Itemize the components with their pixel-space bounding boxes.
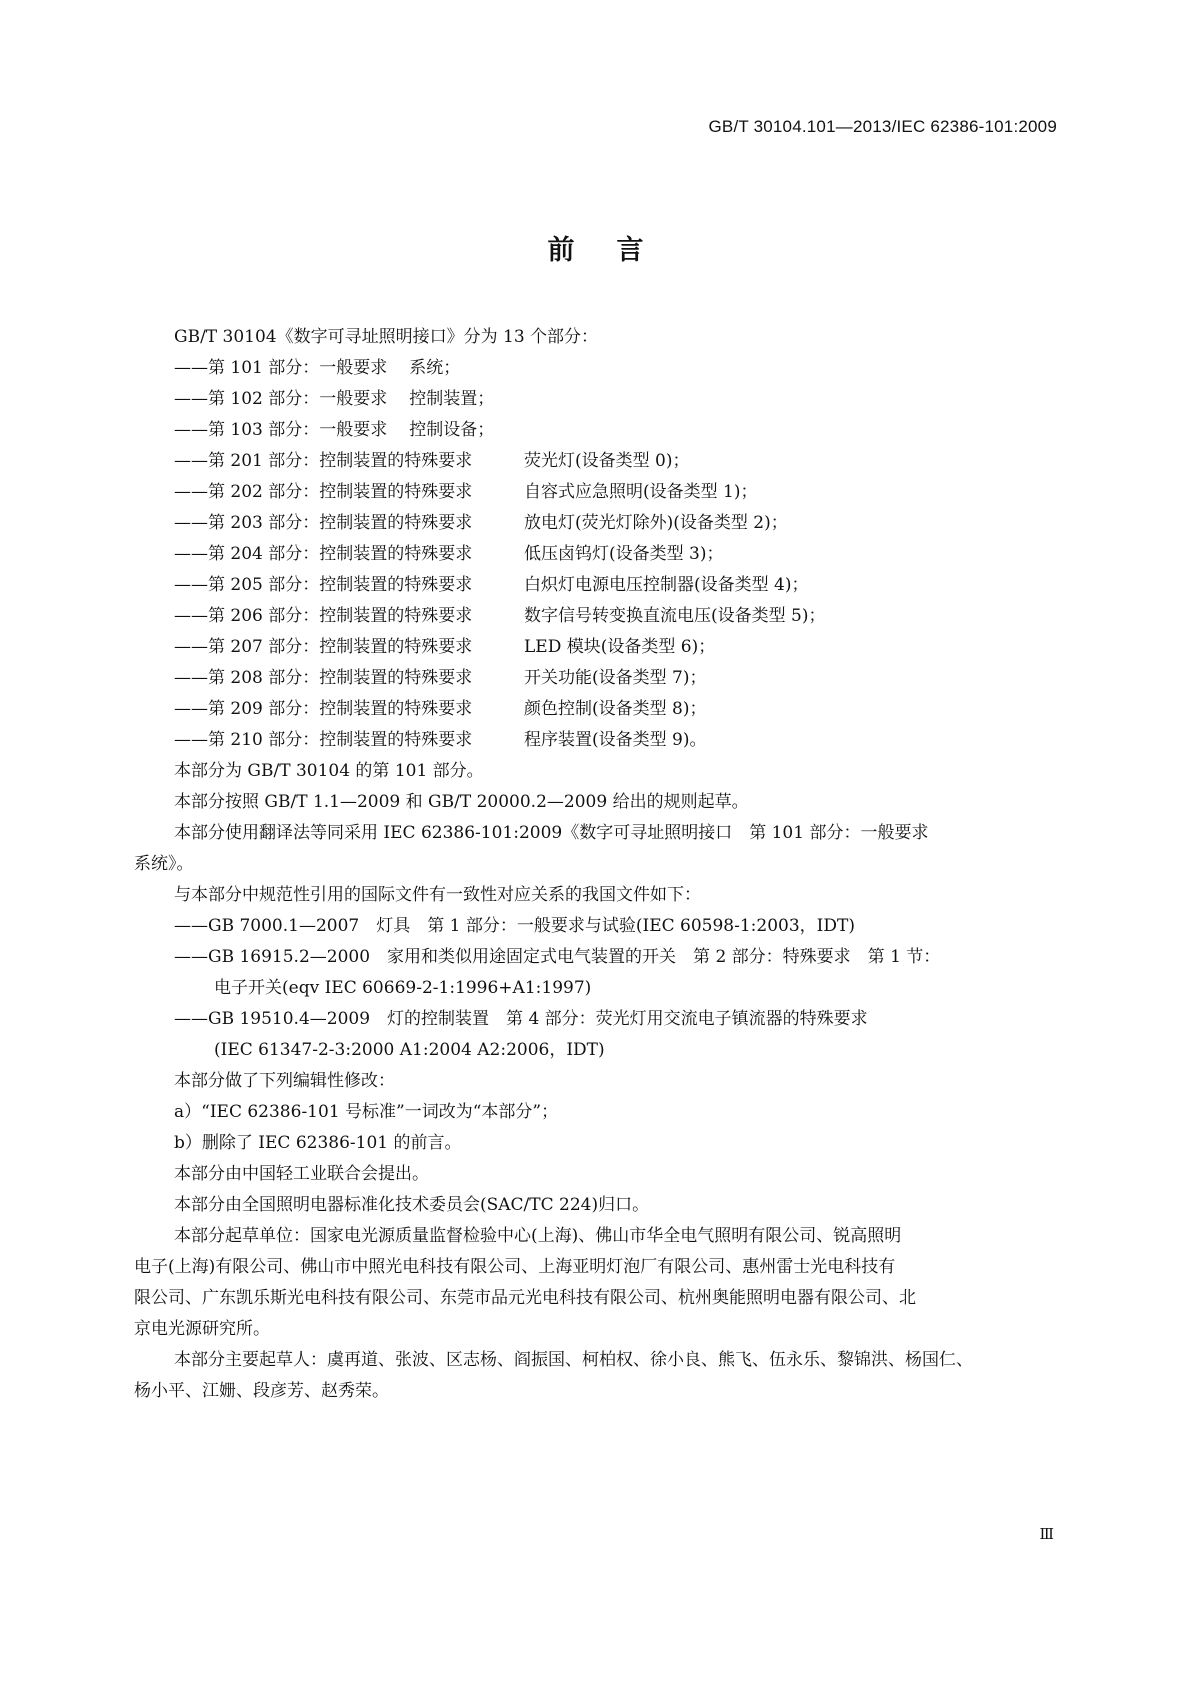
part-number: ——第 208 部分：控制装置的特殊要求 [174, 668, 473, 688]
part-number: ——第 205 部分：控制装置的特殊要求 [174, 575, 473, 595]
part-list-item [134, 353, 1062, 384]
page-number: Ⅲ [1039, 1525, 1054, 1543]
part-subject: 低压卤钨灯(设备类型 3)； [524, 544, 724, 564]
proposed-by-statement: 本部分由中国轻工业联合会提出。 [174, 1164, 429, 1184]
drafting-rules-statement: 本部分按照 GB/T 1.1—2009 和 GB/T 20000.2—2009 给出的规则起草。 [174, 792, 749, 812]
reference-item: ——GB 16915.2—2000 家用和类似用途固定式电气装置的开关 第 2 部分：特殊要求 第 1 节： [174, 947, 941, 967]
part-subject: 荧光灯(设备类型 0)； [524, 451, 690, 471]
part-subject: 控制装置； [409, 389, 495, 409]
part-number: ——第 207 部分：控制装置的特殊要求 [174, 637, 473, 657]
adoption-statement-line2: 系统》。 [134, 854, 194, 874]
part-list-item [134, 384, 1062, 415]
part-list-item [134, 415, 1062, 446]
part-list-item [134, 570, 1062, 601]
editorial-change-item: b）删除了 IEC 62386-101 的前言。 [174, 1133, 462, 1153]
part-list-item [134, 477, 1062, 508]
reference-item-continuation: 电子开关(eqv IEC 60669-2-1:1996+A1:1997) [214, 978, 592, 998]
drafters-line: 杨小平、江姗、段彦芳、赵秀荣。 [134, 1381, 389, 1401]
part-list-item [134, 601, 1062, 632]
drafting-units-line: 电子(上海)有限公司、佛山市中照光电科技有限公司、上海亚明灯泡厂有限公司、惠州雷士光电科技有 [134, 1257, 896, 1277]
part-subject: 开关功能(设备类型 7)； [524, 668, 707, 688]
part-subject: LED 模块(设备类型 6)； [524, 637, 716, 657]
part-list-item [134, 632, 1062, 663]
reference-item-continuation: (IEC 61347-2-3:2000 A1:2004 A2:2006，IDT) [214, 1040, 605, 1060]
managed-by-statement: 本部分由全国照明电器标准化技术委员会(SAC/TC 224)归口。 [174, 1195, 650, 1215]
part-number: ——第 102 部分：一般要求 [174, 389, 388, 409]
reference-intro: 与本部分中规范性引用的国际文件有一致性对应关系的我国文件如下： [174, 885, 701, 905]
drafting-units-line: 限公司、广东凯乐斯光电科技有限公司、东莞市品元光电科技有限公司、杭州奥能照明电器有限公司、北 [134, 1288, 916, 1308]
part-subject: 程序装置(设备类型 9)。 [524, 730, 707, 750]
drafting-units-line: 京电光源研究所。 [134, 1319, 270, 1339]
foreword-body [134, 322, 1062, 1407]
part-number: ——第 101 部分：一般要求 [174, 358, 388, 378]
part-list-item [134, 663, 1062, 694]
part-subject: 放电灯(荧光灯除外)(设备类型 2)； [524, 513, 788, 533]
part-number: ——第 209 部分：控制装置的特殊要求 [174, 699, 473, 719]
part-number: ——第 210 部分：控制装置的特殊要求 [174, 730, 473, 750]
editorial-change-item: a）“IEC 62386-101 号标准”一词改为“本部分”； [174, 1102, 559, 1122]
part-number: ——第 206 部分：控制装置的特殊要求 [174, 606, 473, 626]
part-list-item [134, 539, 1062, 570]
adoption-statement-line1: 本部分使用翻译法等同采用 IEC 62386-101:2009《数字可寻址照明接口 第 101 部分：一般要求 [174, 823, 929, 843]
reference-item: ——GB 7000.1—2007 灯具 第 1 部分：一般要求与试验(IEC 60598-1:2003，IDT) [174, 916, 855, 936]
intro-paragraph: GB/T 30104《数字可寻址照明接口》分为 13 个部分： [174, 327, 599, 347]
part-number: ——第 202 部分：控制装置的特殊要求 [174, 482, 473, 502]
part-list-item [134, 725, 1062, 756]
part-subject: 颜色控制(设备类型 8)； [524, 699, 707, 719]
part-list-item [134, 446, 1062, 477]
drafters-line: 本部分主要起草人：虞再道、张波、区志杨、阎振国、柯柏权、徐小良、熊飞、伍永乐、黎锦洪、杨国仁、 [174, 1350, 973, 1370]
part-subject: 系统； [409, 358, 461, 378]
part-number: ——第 103 部分：一般要求 [174, 420, 388, 440]
part-subject: 白炽灯电源电压控制器(设备类型 4)； [524, 575, 809, 595]
part-number: ——第 204 部分：控制装置的特殊要求 [174, 544, 473, 564]
part-number: ——第 203 部分：控制装置的特殊要求 [174, 513, 473, 533]
reference-item: ——GB 19510.4—2009 灯的控制装置 第 4 部分：荧光灯用交流电子镇流器的特殊要求 [174, 1009, 868, 1029]
part-number: ——第 201 部分：控制装置的特殊要求 [174, 451, 473, 471]
drafting-units-line: 本部分起草单位：国家电光源质量监督检验中心(上海)、佛山市华全电气照明有限公司、锐高照明 [174, 1226, 902, 1246]
part-subject: 控制设备； [409, 420, 495, 440]
part-subject: 自容式应急照明(设备类型 1)； [524, 482, 758, 502]
part-statement: 本部分为 GB/T 30104 的第 101 部分。 [174, 761, 484, 781]
page-title: 前言 [547, 235, 686, 266]
editorial-changes-intro: 本部分做了下列编辑性修改： [174, 1071, 395, 1091]
part-subject: 数字信号转变换直流电压(设备类型 5)； [524, 606, 826, 626]
standard-code-header: GB/T 30104.101—2013/IEC 62386-101:2009 [708, 117, 1057, 136]
part-list-item [134, 508, 1062, 539]
part-list-item [134, 694, 1062, 725]
